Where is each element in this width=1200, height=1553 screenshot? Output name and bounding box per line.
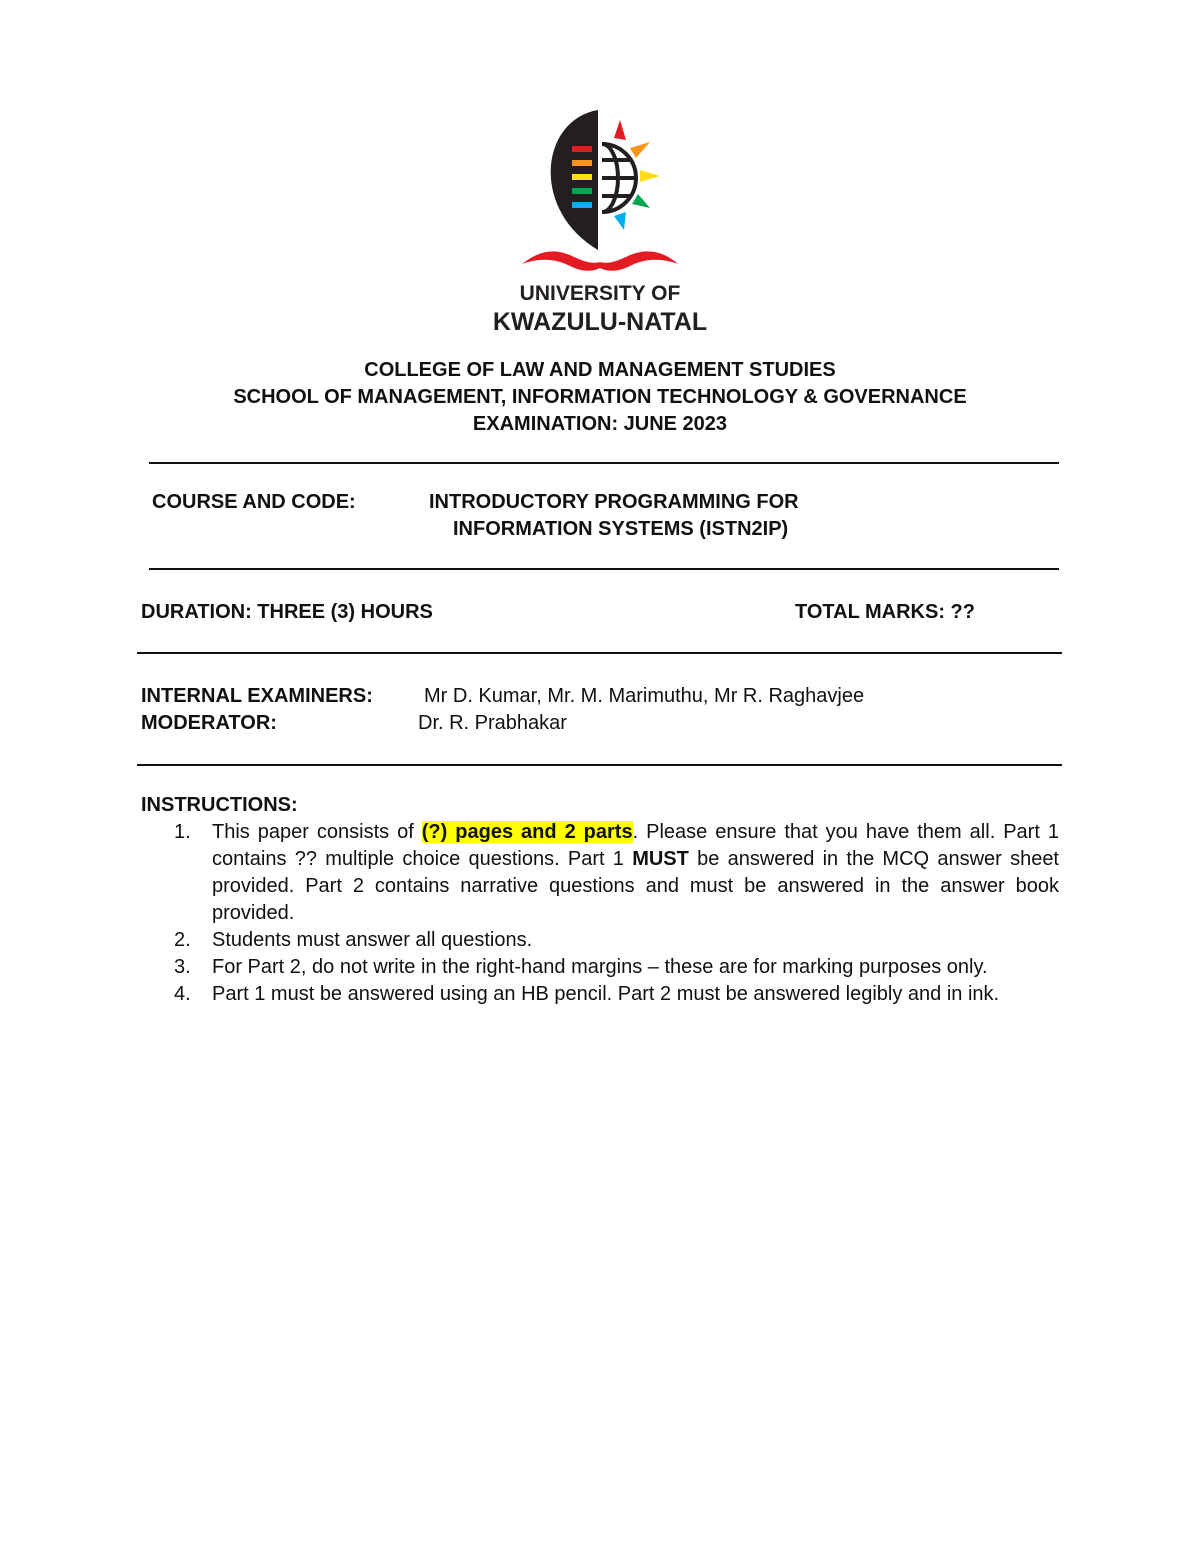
moderator-label: MODERATOR:: [141, 712, 277, 734]
logo-text-university: UNIVERSITY OF: [519, 282, 681, 305]
ukzn-emblem: [480, 100, 720, 340]
emblem-globe: [602, 144, 636, 212]
instructions-section: [141, 792, 1059, 1008]
emblem-ray-orange: [630, 142, 650, 158]
instruction-number: 1.: [174, 821, 191, 843]
instruction-text: This paper consists of: [212, 821, 422, 843]
emblem-ray-blue: [614, 212, 626, 230]
instruction-text: . Please ensure that you have them all. Part 1 contains ?? multiple choice questions. Part 1: [212, 821, 1059, 870]
emblem-bar-yellow: [572, 174, 592, 180]
total-marks: TOTAL MARKS: ??: [795, 601, 975, 623]
divider-1: [149, 462, 1059, 464]
highlighted-pages-parts: (?) pages and 2 parts: [421, 821, 633, 843]
instruction-text: For Part 2, do not write in the right-hand margins – these are for marking purposes only.: [212, 956, 988, 978]
instruction-number: 4.: [174, 983, 191, 1005]
emblem-bar-blue: [572, 202, 592, 208]
emblem-ray-yellow: [640, 170, 660, 182]
instruction-number: 2.: [174, 929, 191, 951]
instruction-text: Students must answer all questions.: [212, 929, 533, 951]
emblem-bar-red: [572, 146, 592, 152]
emblem-ray-green: [632, 194, 650, 208]
emblem-ray-red: [614, 120, 626, 140]
college-title: COLLEGE OF LAW AND MANAGEMENT STUDIES: [364, 359, 836, 381]
emblem-ribbon: [522, 251, 678, 270]
examiners-label: INTERNAL EXAMINERS:: [141, 685, 373, 707]
instruction-item: [141, 927, 1059, 954]
instruction-text: be answered in the MCQ answer sheet provided. Part 2 contains narrative questions and must be answered in the answer book provided.: [212, 848, 1059, 924]
instruction-text: Part 1 must be answered using an HB pencil. Part 2 must be answered legibly and in ink.: [212, 983, 1000, 1005]
instruction-emphasis: MUST: [632, 848, 689, 870]
divider-4: [137, 764, 1062, 766]
course-label: COURSE AND CODE:: [152, 491, 356, 513]
instructions-list: [141, 819, 1059, 1008]
moderator-value: Dr. R. Prabhakar: [418, 712, 567, 734]
logo-text-kwazulu-natal: KWAZULU-NATAL: [492, 308, 708, 336]
instruction-item: [141, 819, 1059, 927]
divider-3: [137, 652, 1062, 654]
duration: DURATION: THREE (3) HOURS: [141, 601, 433, 623]
course-name-line1: INTRODUCTORY PROGRAMMING FOR: [429, 491, 799, 513]
divider-2: [149, 568, 1059, 570]
course-name-line2: INFORMATION SYSTEMS (ISTN2IP): [453, 518, 789, 540]
exam-title: EXAMINATION: JUNE 2023: [472, 413, 728, 435]
examiners-value: Mr D. Kumar, Mr. M. Marimuthu, Mr R. Raghavjee: [424, 685, 865, 707]
instruction-number: 3.: [174, 956, 191, 978]
university-logo: [480, 100, 720, 340]
school-title: SCHOOL OF MANAGEMENT, INFORMATION TECHNOLOGY & GOVERNANCE: [233, 386, 967, 408]
emblem-bar-orange: [572, 160, 592, 166]
instruction-item: [141, 981, 1059, 1008]
emblem-bar-green: [572, 188, 592, 194]
instruction-item: [141, 954, 1059, 981]
instructions-title: INSTRUCTIONS:: [141, 794, 298, 816]
